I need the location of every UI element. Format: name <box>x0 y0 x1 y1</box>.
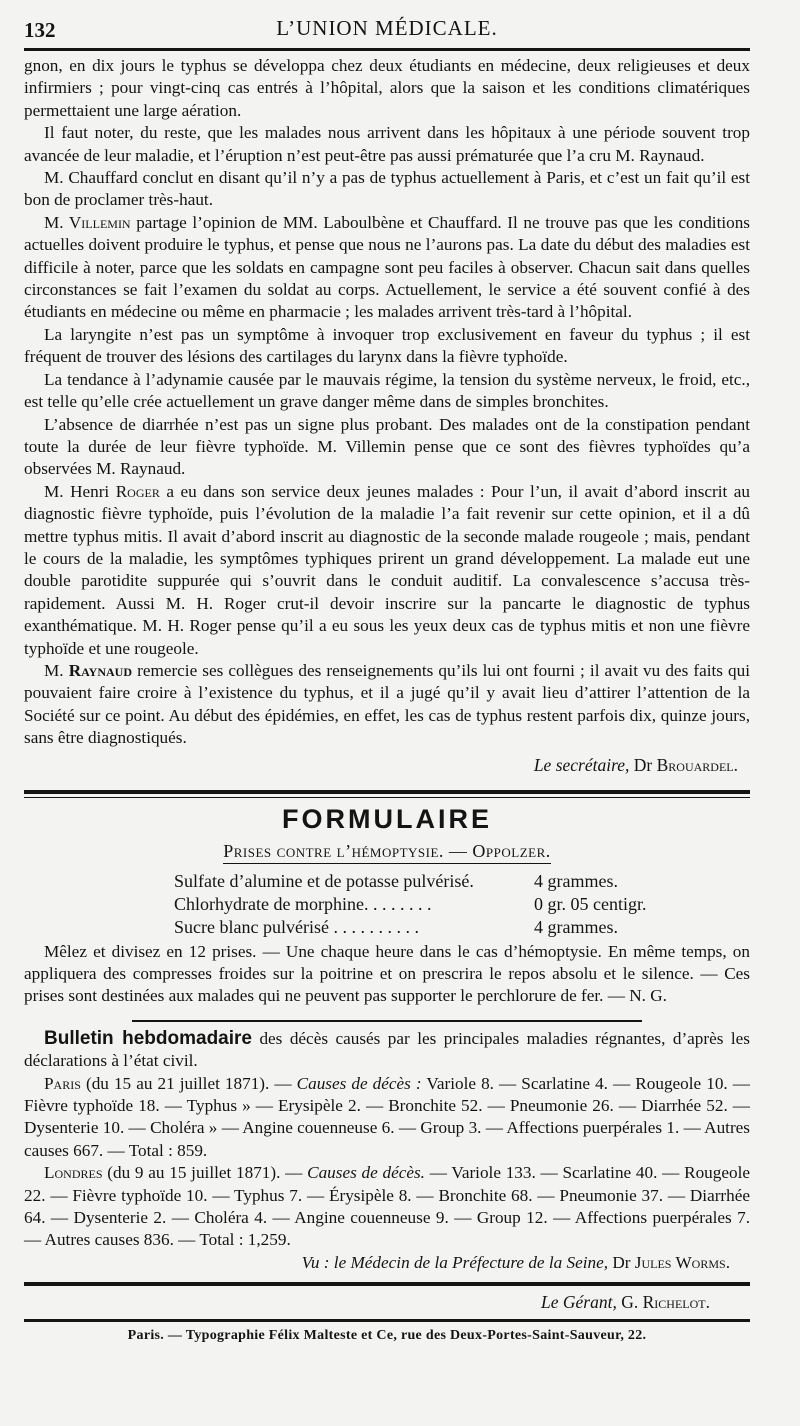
secretary-signature <box>24 752 750 778</box>
paragraph-text: a eu dans son service deux jeunes malades : Pour l’un, il avait d’abord inscrit au diagnostic fièvre typhoïde, puis l’évolution de la maladie l’a fait revenir sur cette opinion, et il a dû mettre typhus mitis. Il avait d’abord inscrit au diagnostic de la seconde malade rougeole ; mais, pendant le cours de la maladie, les symptômes typhiques prirent un grand développement. La malade eut une double parotidite suppurée qui s’ouvrit dans le conduit auditif. La convalescence s’accusa très-rapidement. Aussi M. H. Roger crut-il devoir inscrire sur la pancarte le diagnostic de typhus exanthématique. M. H. Roger pense qu’il a eu sous les yeux deux cas de typhus mitis et non une fièvre typhoïde et une rougeole. <box>24 481 750 658</box>
signature-title: Dr <box>633 754 653 775</box>
paragraph: gnon, en dix jours le typhus se développa chez deux étudiants en médecine, deux religieuses et deux infirmiers ; pour vingt-cinq cas entrés à l’hôpital, alors que la saison et les conditions climatériques permettaient une large aération. <box>24 56 750 120</box>
paragraph-text: remercie ses collègues des renseignements qu’ils lui ont fourni ; il avait vu des faits qui pouvaient faire croire à l’existence du typhus, et il a jugé qu’il y avait lieu d’attirer l’attention de la Société sur ce point. Au début des épidémies, en effet, les cas de typhus restent parfois dix, quinze jours, sans être diagnostiqués. <box>24 660 750 748</box>
closing-rule <box>24 1282 750 1286</box>
london-report <box>24 1162 750 1252</box>
discussion-section <box>24 55 750 750</box>
paragraph: L’absence de diarrhée n’est pas un signe plus probant. Des malades ont de la constipation pendant toute la durée de leur fièvre typhoïde. M. Villemin pense que ce sont des fièvres typhoïdes qu’a observées M. Raynaud. <box>24 414 750 479</box>
gerant-signature <box>24 1292 750 1313</box>
report-text: — Variole 133. — Scarlatine 40. — Rougeole 22. — Fièvre typhoïde 10. — Typhus 7. — Érysipèle 8. — Bronchite 68. — Pneumonie 37. — Diarrhée 64. — Dysenterie 2. — Choléra 4. — Angine couenneuse 9. — Group 12. — Affections puerpérales 7. — Autres causes 836. — Total : 1,259. <box>24 1163 750 1250</box>
ingredient-name: Chlorhydrate de morphine. . . . . . . . <box>174 893 432 914</box>
paragraph <box>24 660 750 750</box>
ingredient-dose: 0 gr. 05 centigr. <box>534 893 647 914</box>
speaker-prefix: M. <box>44 660 69 680</box>
running-title: L’UNION MÉDICALE. <box>276 16 498 40</box>
signature-label: Le secrétaire, <box>533 754 634 775</box>
formulaire-subtitle <box>24 841 750 864</box>
report-label: Causes de décès : <box>296 1073 422 1093</box>
paragraph <box>24 212 750 324</box>
formulaire-instructions-block <box>24 941 750 1008</box>
paris-report <box>24 1073 750 1163</box>
subtitle-main: Prises contre l’hémoptysie. <box>223 840 444 861</box>
ingredient-name: Sucre blanc pulvérisé . . . . . . . . . . <box>174 916 419 937</box>
ingredient-dose: 4 grammes. <box>534 916 618 937</box>
subtitle-dash: — <box>443 840 473 861</box>
short-rule <box>132 1020 642 1022</box>
paragraph <box>24 481 750 660</box>
footer-rule <box>24 1319 750 1322</box>
section-rule-thick <box>24 790 750 794</box>
prescription-table <box>174 870 750 939</box>
speaker-name: M. Villemin <box>44 212 131 232</box>
prescription-row <box>174 916 750 939</box>
paragraph: La laryngite n’est pas un symptôme à invoquer trop exclusivement en faveur du typhus ; il est fréquent de trouver des lésions des cartilages du larynx dans la fièvre typhoïde. <box>24 324 750 367</box>
formulaire-instructions: Mêlez et divisez en 12 prises. — Une chaque heure dans le cas d’hémoptysie. En même temps, on appliquera des compresses froides sur la poitrine et on prescrira le repos absolu et le silence. — Ces prises sont destinées aux malades qui ne peuvent pas supporter le perchlorure de fer. — N. G. <box>24 941 750 1006</box>
bulletin-section <box>24 1028 750 1274</box>
bulletin-intro-text: des décès causés par les principales maladies régnantes, d’après les déclarations à l’état civil. <box>24 1028 750 1071</box>
report-dates: (du 15 au 21 juillet 1871). — <box>80 1073 297 1093</box>
paragraph: La tendance à l’adynamie causée par le mauvais régime, la tension du système nerveux, le froid, etc., est telle qu’elle crée actuellement un grave danger même dans de simples bronchites. <box>24 369 750 412</box>
formulaire-title: FORMULAIRE <box>282 803 492 834</box>
report-text: Variole 8. — Scarlatine 4. — Rougeole 10. — Fièvre typhoïde 18. — Typhus » — Erysipèle 2. — Bronchite 52. — Pneumonie 26. — Diarrhée 52. — Dysenterie 10. — Choléra » — Angine couenneuse 6. — Group 3. — Affections puerpérales 1. — Autres causes 667. — Total : 859. <box>24 1073 750 1160</box>
ingredient-dose: 4 grammes. <box>534 870 618 891</box>
attestation-text: Vu : le Médecin de la Préfecture de la Seine, <box>301 1252 613 1272</box>
gerant-label: Le Gérant, <box>541 1292 622 1313</box>
speaker-prefix: M. Henri <box>44 481 116 501</box>
prescription-row <box>174 893 750 916</box>
speaker-name: Raynaud <box>68 660 132 680</box>
city-name: Paris <box>44 1073 81 1093</box>
section-rule-thin <box>24 797 750 798</box>
prescription-row <box>174 870 750 893</box>
paragraph-text: partage l’opinion de MM. Laboulbène et Chauffard. Il ne trouve pas que les conditions actuelles doivent produire le typhus, et pense que nous ne l’aurons pas. La date du début des maladies est difficile à noter, parce que les soldats en campagne sont peu faciles à observer. Chacun sait dans quelles circonstances se fait l’examen du soldat au corps. Actuellement, le service a été souvent confié à des étudiants en médecine ou même en pharmacie ; les malades arrivent très-tard à l’hôpital. <box>24 212 750 322</box>
printer-imprint: Paris. — Typographie Félix Malteste et Ce, rue des Deux-Portes-Saint-Sauveur, 22. <box>127 1328 647 1344</box>
page-number: 132 <box>24 18 56 42</box>
paragraph: Il faut noter, du reste, que les malades nous arrivent dans les hôpitaux à une période souvent trop avancée de leur maladie, et l’éruption n’est peut-être pas aussi prématurée que l’a cru M. Raynaud. <box>24 123 750 165</box>
city-name: Londres <box>44 1163 103 1183</box>
signature-name: Brouardel. <box>656 754 738 775</box>
speaker-name: Roger <box>115 481 160 501</box>
bulletin-attestation <box>24 1252 750 1274</box>
subtitle-author: Oppolzer. <box>472 840 551 861</box>
attestation-title: Dr <box>612 1252 631 1272</box>
ingredient-name: Sulfate d’alumine et de potasse pulvérisé. <box>174 870 474 891</box>
gerant-name: G. Richelot. <box>621 1292 710 1313</box>
report-dates: (du 9 au 15 juillet 1871). — <box>102 1163 308 1183</box>
page-header <box>24 12 750 46</box>
report-label: Causes de décès. <box>307 1163 425 1183</box>
bulletin-title: Bulletin hebdomadaire <box>44 1027 252 1049</box>
paragraph: M. Chauffard conclut en disant qu’il n’y a pas de typhus actuellement à Paris, et c’est un fait qu’il est bon de proclamer très-haut. <box>24 168 750 210</box>
header-rule <box>24 48 750 51</box>
attestation-name: Jules Worms. <box>630 1252 730 1272</box>
subtitle-underline <box>223 841 551 864</box>
bulletin-intro <box>24 1028 750 1073</box>
